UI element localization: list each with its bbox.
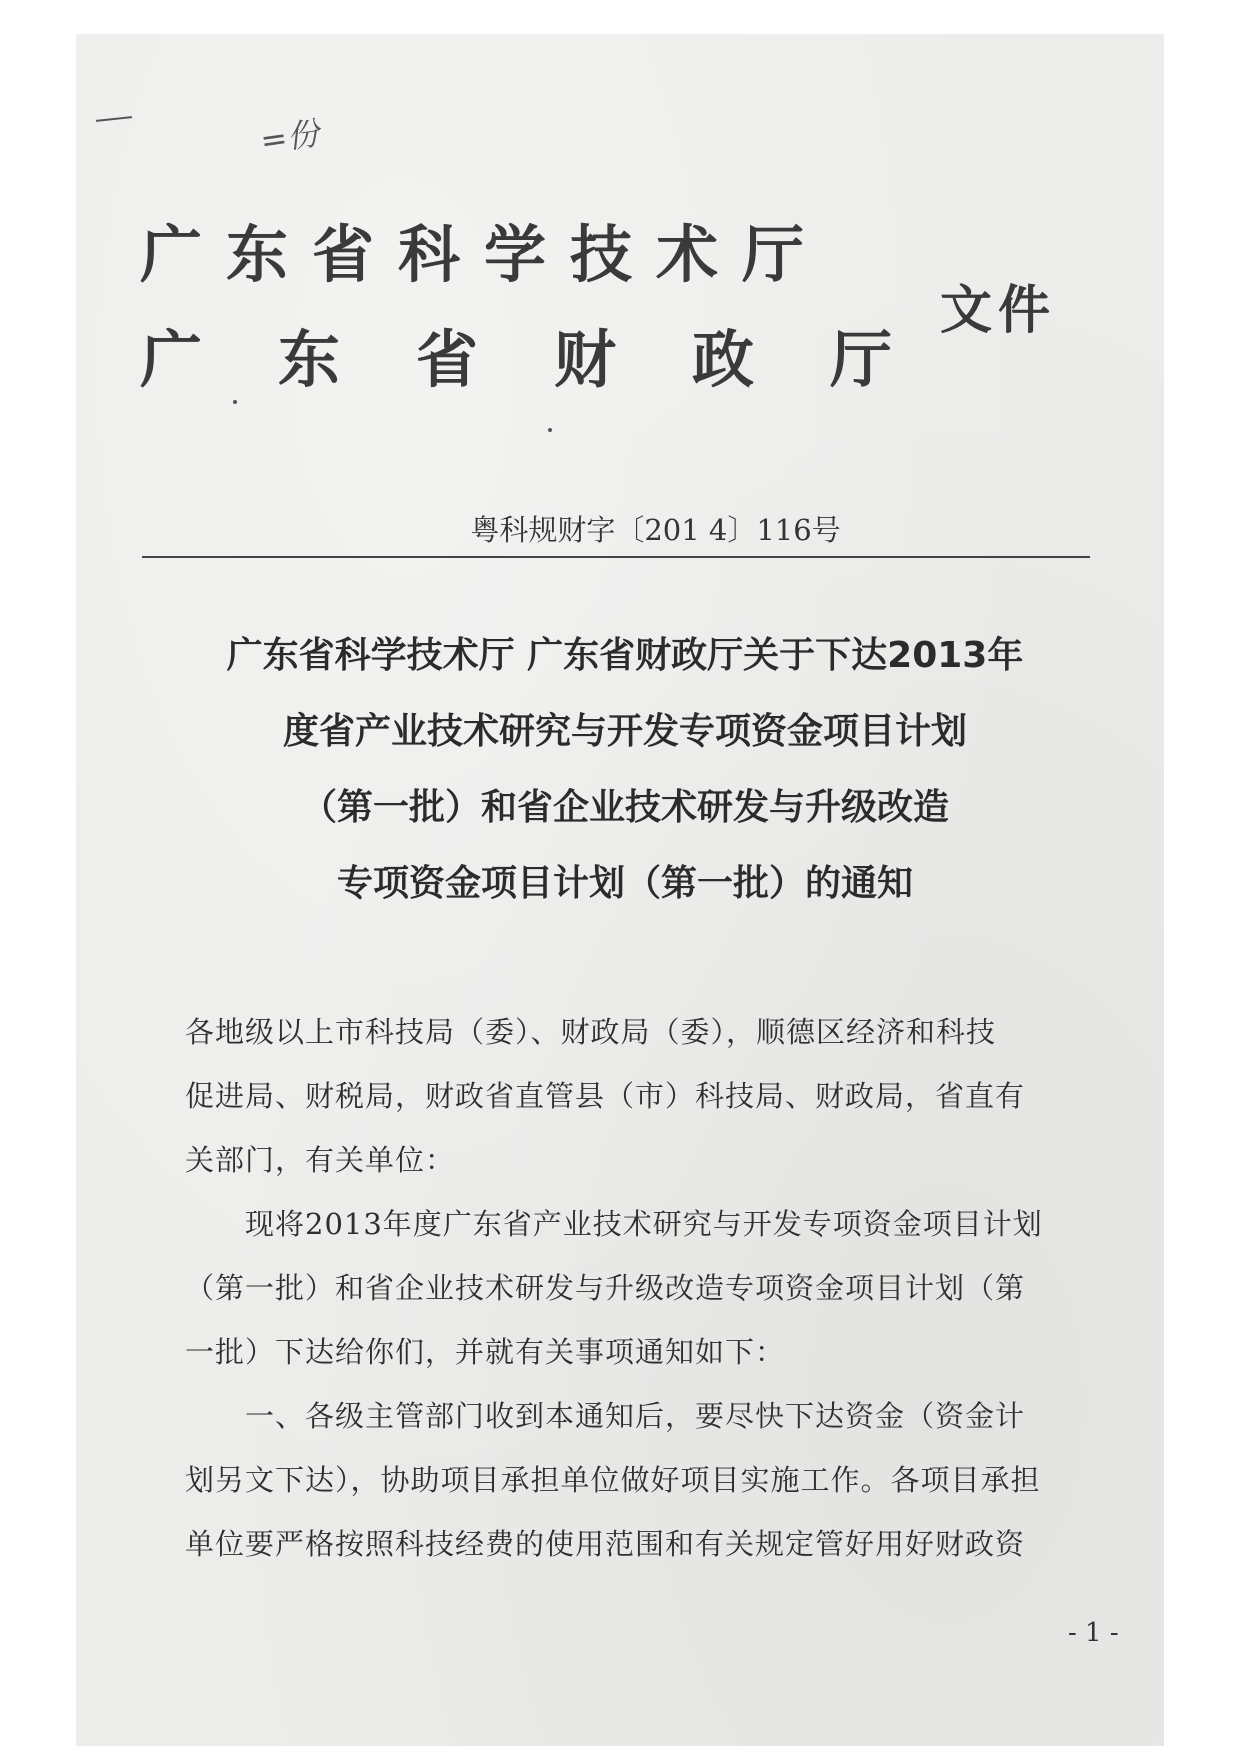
document-title	[150, 618, 1100, 922]
dot-mark	[233, 400, 237, 404]
title-line: 度省产业技术研究与开发专项资金项目计划	[282, 711, 967, 752]
page-number: - 1 -	[1068, 1618, 1119, 1648]
title-line: 专项资金项目计划（第一批）的通知	[336, 863, 913, 904]
body-line: 关部门，有关单位：	[185, 1143, 456, 1177]
body-line: 各地级以上市科技局（委）、财政局（委），顺德区经济和科技	[185, 1015, 997, 1049]
body-line: （第一批）和省企业技术研发与升级改造专项资金项目计划（第	[185, 1271, 1026, 1305]
body-line: 一、各级主管部门收到本通知后，要尽快下达资金（资金计	[245, 1399, 1026, 1433]
title-line: 广东省科学技术厅 广东省财政厅关于下达2013年	[226, 635, 1024, 676]
issuer-line-2: 广东省财政厅	[140, 323, 969, 396]
dot-mark	[548, 428, 552, 432]
issuer-line-1: 广东省科学技术厅	[140, 218, 829, 291]
body-line: 一批）下达给你们，并就有关事项通知如下：	[185, 1335, 786, 1369]
body-line: 促进局、财税局，财政省直管县（市）科技局、财政局，省直有	[185, 1079, 1026, 1113]
handwritten-note: =份	[257, 114, 322, 160]
body-line: 单位要严格按照科技经费的使用范围和有关规定管好用好财政资	[185, 1527, 1026, 1561]
body-line: 现将2013年度广东省产业技术研究与开发专项资金项目计划	[245, 1207, 1043, 1241]
title-line: （第一批）和省企业技术研发与升级改造	[300, 787, 949, 828]
document-number: 粤科规财字〔201 4〕116号	[470, 513, 841, 547]
header-rule	[142, 556, 1090, 558]
body-line: 划另文下达），协助项目承担单位做好项目实施工作。各项目承担	[185, 1463, 1041, 1497]
document-body	[185, 1000, 1095, 1576]
doc-type-label: 文件	[940, 281, 1057, 341]
